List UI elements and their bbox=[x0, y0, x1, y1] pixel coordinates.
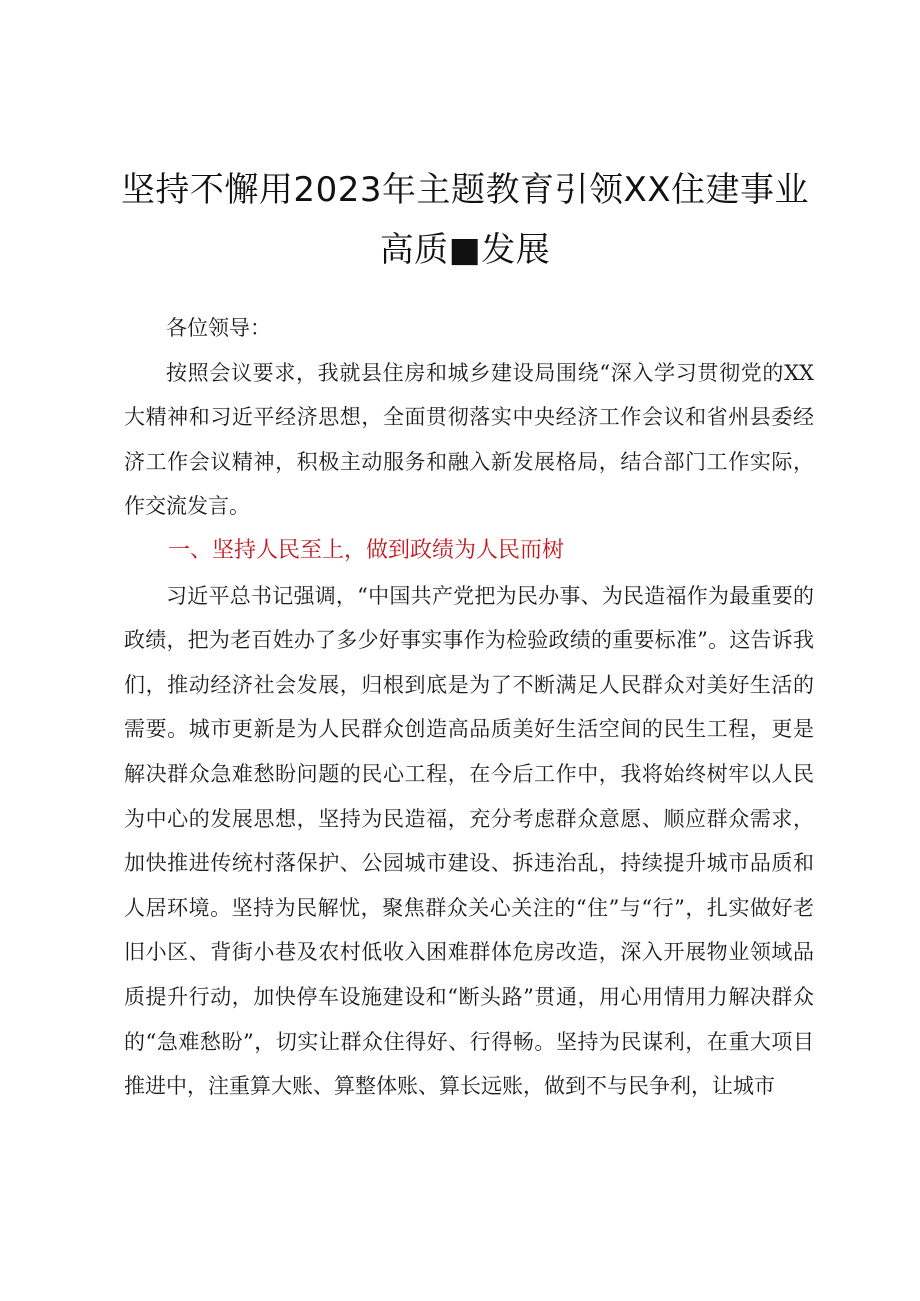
document-body bbox=[124, 306, 814, 1109]
section-1-paragraph: 习近平总书记强调，“中国共产党把为民办事、为民造福作为最重要的政绩，把为老百姓办了多少好事实事作为检验政绩的重要标准”。这告诉我们，推动经济社会发展，归根到底是为了不断满足人民群众对美好生活的需要。城市更新是为人民群众创造高品质美好生活空间的民生工程，更是解决群众急难愁盼问题的民心工程，在今后工作中，我将始终树牢以人民为中心的发展思想，坚持为民造福，充分考虑群众意愿、顺应群众需求，加快推进传统村落保护、公园城市建设、拆违治乱，持续提升城市品质和人居环境。坚持为民解忧，聚焦群众关心关注的“住”与“行”，扎实做好老旧小区、背街小巷及农村低收入困难群体危房改造，深入开展物业领域品质提升行动，加快停车设施建设和“断头路”贯通，用心用情用力解决群众的“急难愁盼”，切实让群众住得好、行得畅。坚持为民谋利，在重大项目推进中，注重算大账、算整体账、算长远账，做到不与民争利，让城市 bbox=[124, 583, 814, 1099]
salutation: 各位领导： bbox=[166, 316, 271, 340]
document-title: 坚持不懈用2023年主题教育引领XX住建事业高质■发展 bbox=[120, 170, 810, 270]
section-heading-1: 一、坚持人民至上，做到政绩为人民而树 bbox=[168, 537, 565, 563]
intro-paragraph: 按照会议要求，我就县住房和城乡建设局围绕“深入学习贯彻党的XX大精神和习近平经济思想，全面贯彻落实中央经济工作会议和省州县委经济工作会议精神，积极主动服务和融入新发展格局，结合部门工作实际，作交流发言。 bbox=[124, 360, 814, 519]
